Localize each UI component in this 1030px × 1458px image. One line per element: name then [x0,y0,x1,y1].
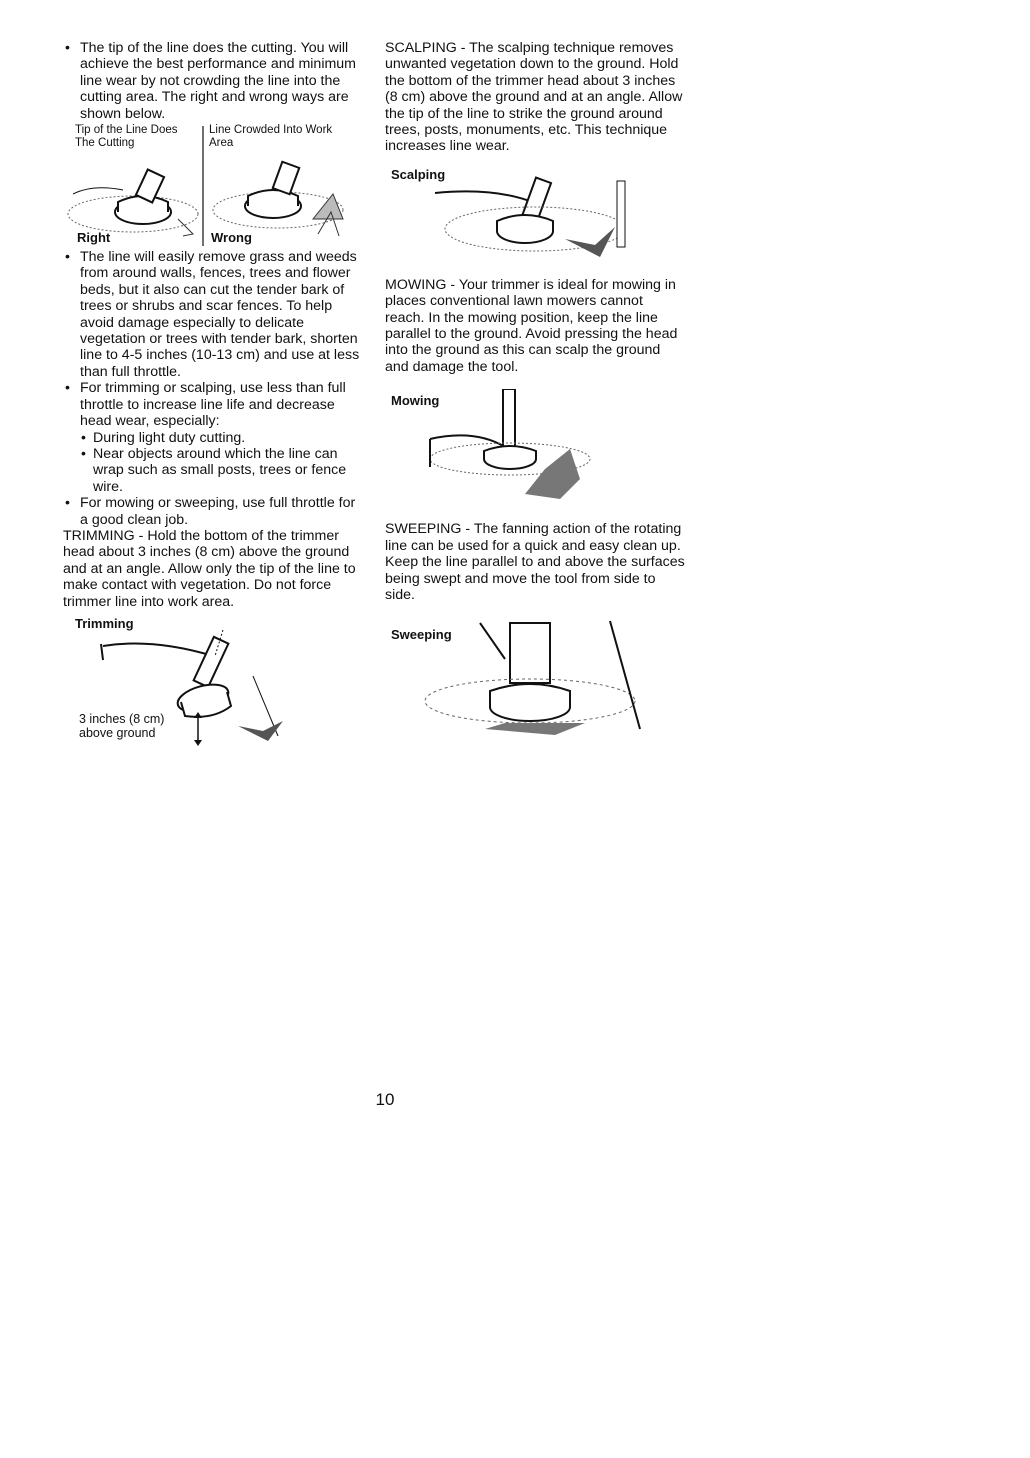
trimming-paragraph: TRIMMING - Hold the bottom of the trimmer head about 3 inches (8 cm) above the ground and at an angle. Allow only the tip of the line to make contact with vegetation. Do not force trimmer line into work area. [63,527,356,610]
figure-trimming [63,616,363,751]
sub-bullet-near-objects: • Near objects around which the line can wrap such as small posts, trees or fence wire. [63,446,363,495]
sweeping-illustration [385,619,655,741]
bullet-full-throttle: • For mowing or sweeping, use full throttle for a good clean job. [63,495,363,528]
label-wrong: Wrong [211,230,252,246]
left-column [63,40,363,751]
scalping-paragraph: SCALPING - The scalping technique removes unwanted vegetation down to the ground. Hold the bottom of the trimmer head about 3 inches (8 cm) above the ground and at an angle. Allow the tip of the line to strike the ground around trees, posts, monuments, etc. This technique increases line wear. [385,40,683,155]
caption-trimming-height: 3 inches (8 cm) above ground [79,711,165,740]
label-right: Right [77,230,111,246]
label-scalping: Scalping [391,166,446,182]
page-number: 10 [375,1090,395,1109]
figure-mowing [385,389,685,509]
label-mowing: Mowing [391,393,440,409]
label-trimming: Trimming [75,615,134,631]
sweeping-paragraph: SWEEPING - The fanning action of the rotating line can be used for a quick and easy clean up. Keep the line parallel to and above the surfaces being swept and move the tool from side to side. [385,521,685,603]
label-sweeping: Sweeping [391,627,452,643]
bullet-remove-grass: • The line will easily remove grass and weeds from around walls, fences, trees and flower beds, but it also can cut the tender bark of trees or shrubs and scar fences. To help avoid damage especially to delicate vegetation or trees with tender bark, shorten line to 4-5 inches (10-13 cm) and use at less than full throttle. [63,249,363,380]
figure-right-wrong [63,124,363,249]
mowing-illustration [385,389,615,509]
figure-scalping [385,167,685,269]
caption-right-top: Tip of the Line Does The Cutting [75,124,178,150]
right-column [385,40,685,741]
sub-bullet-light-duty: • During light duty cutting. [63,430,363,446]
scalping-illustration [385,167,655,269]
figure-sweeping [385,619,685,741]
bullet-tip-of-line: • The tip of the line does the cutting. You will achieve the best performance and minimum line wear by not crowding the line into the cutting area. The right and wrong ways are shown below. [63,40,363,122]
mowing-paragraph: MOWING - Your trimmer is ideal for mowing in places conventional lawn mowers cannot reach. In the mowing position, keep the line parallel to the ground. Avoid pressing the head into the ground as this can scalp the ground and damage the tool. [385,276,678,375]
caption-wrong-top: Line Crowded Into Work Area [209,124,333,150]
bullet-less-throttle: • For trimming or scalping, use less than full throttle to increase line life and decrease head wear, especially: [63,380,363,429]
